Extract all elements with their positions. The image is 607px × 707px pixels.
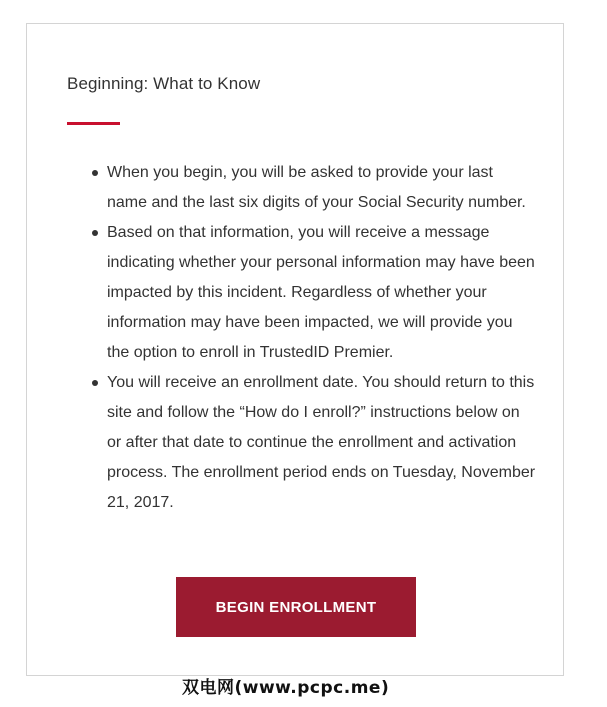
list-item xyxy=(107,218,537,368)
title-underline xyxy=(67,122,120,125)
bullet-icon xyxy=(92,380,98,386)
list-item-text: You will receive an enrollment date. You should return to this site and follow the “How do I enroll?” instructions below on or after that date to continue the enrollment and activation process. The enrollment period ends on Tuesday, November 21, 2017. xyxy=(107,374,536,511)
list-item-text: When you begin, you will be asked to provide your last name and the last six digits of your Social Security number. xyxy=(107,164,526,211)
watermark: 双电网(www.pcpc.me) xyxy=(182,678,390,698)
info-list xyxy=(107,158,537,518)
list-item xyxy=(107,368,537,518)
bullet-icon xyxy=(92,170,98,176)
list-item xyxy=(107,158,537,218)
card-title: Beginning: What to Know xyxy=(67,74,261,93)
list-item-text: Based on that information, you will receive a message indicating whether your personal information may have been impacted by this incident. Regardless of whether your information may have been impacted, we will provide you the option to enroll in TrustedID Premier. xyxy=(107,224,535,361)
begin-enrollment-button[interactable]: BEGIN ENROLLMENT xyxy=(176,577,416,637)
info-card xyxy=(26,23,564,676)
bullet-icon xyxy=(92,230,98,236)
